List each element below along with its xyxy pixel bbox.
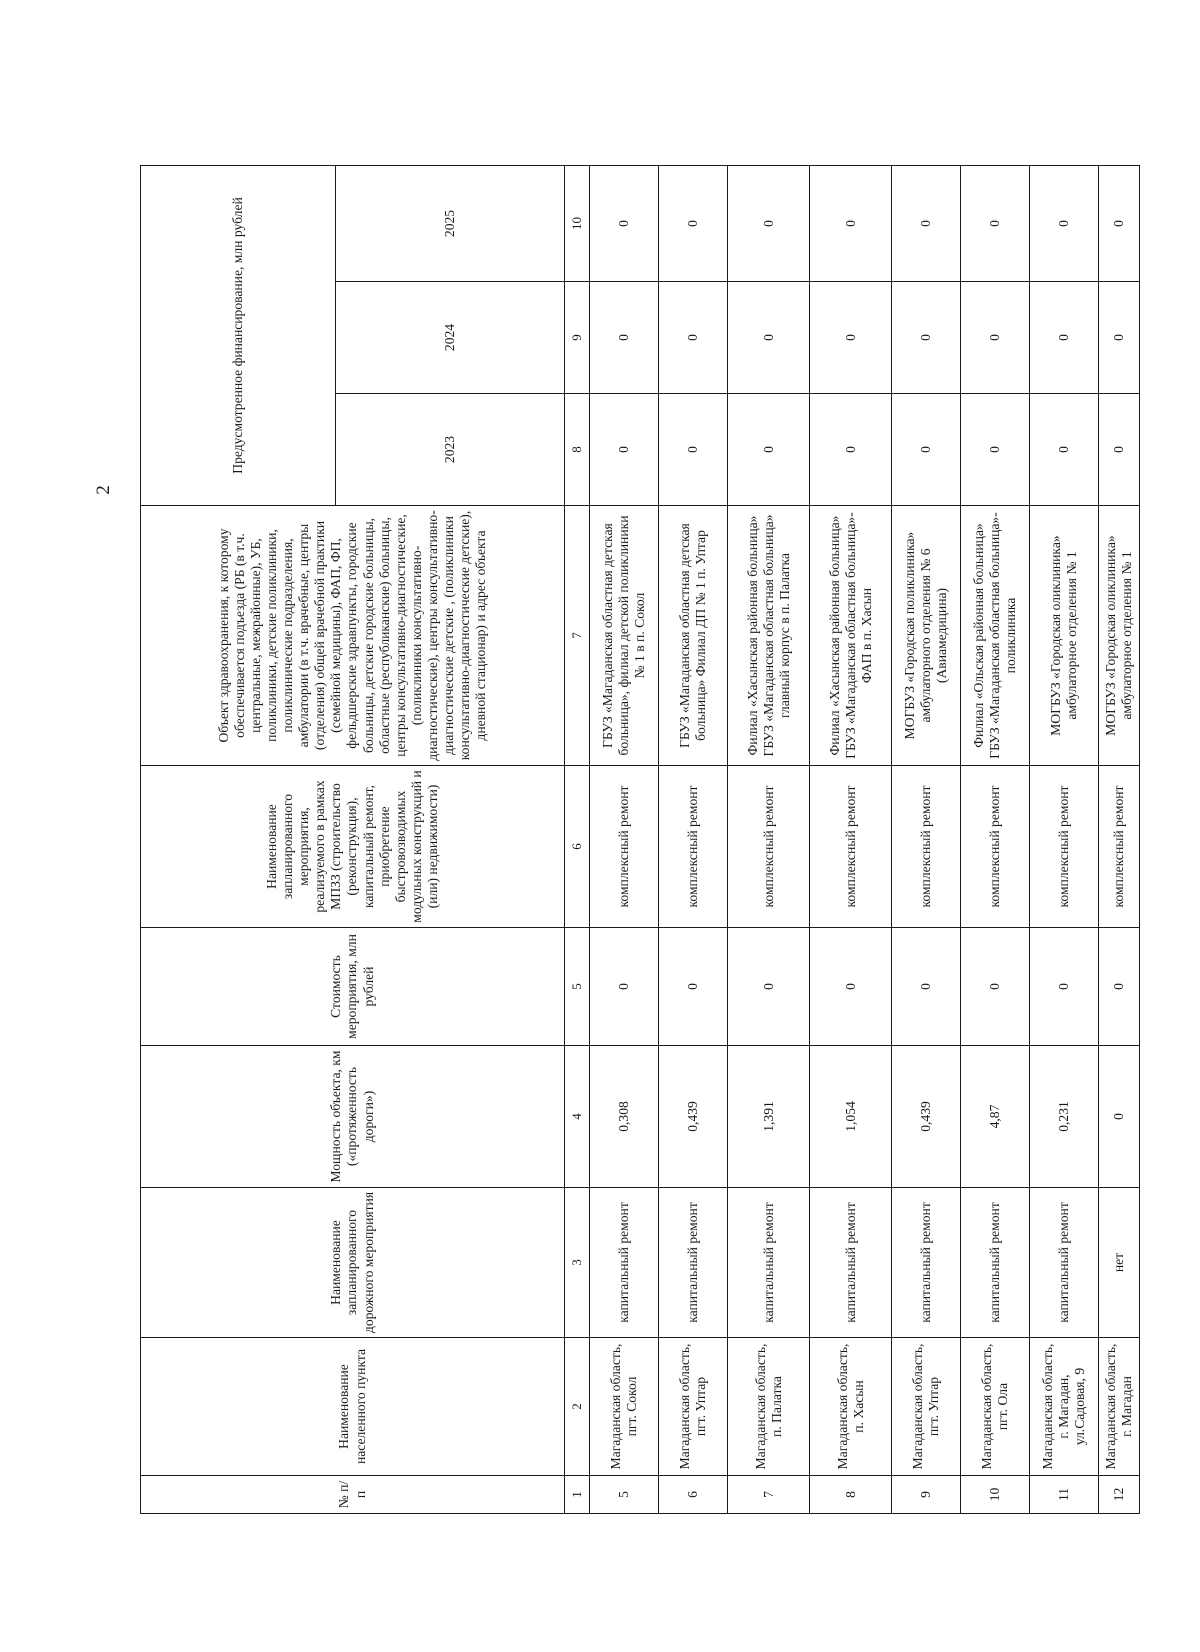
funding-2024-cell: 0 [892, 282, 961, 394]
settlement-cell: Магаданская область, пгт. Уптар [892, 1338, 961, 1476]
road-event-cell: капитальный ремонт [810, 1188, 892, 1338]
column-number: 4 [565, 1046, 590, 1188]
facility-cell: МОГБУЗ «Городская поликлиника» амбулаторного отделения № 6 (Авиамедицина) [892, 506, 961, 766]
cost-cell: 0 [1099, 928, 1140, 1046]
funding-2024-cell: 0 [1030, 282, 1099, 394]
column-number: 5 [565, 928, 590, 1046]
road-event-cell: капитальный ремонт [1030, 1188, 1099, 1338]
capacity-cell: 0,231 [1030, 1046, 1099, 1188]
funding-2025-cell: 0 [590, 165, 659, 281]
mpzz-event-cell: комплексный ремонт [810, 766, 892, 928]
mpzz-event-cell: комплексный ремонт [728, 766, 810, 928]
column-number: 8 [565, 394, 590, 506]
capacity-cell: 0,308 [590, 1046, 659, 1188]
page-number: 2 [93, 485, 114, 495]
header-year-2023: 2023 [336, 394, 565, 506]
settlement-cell: Магаданская область, пгт. Сокол [590, 1338, 659, 1476]
header-cost: Стоимость мероприятия, млн рублей [141, 928, 565, 1046]
row-number: 9 [892, 1476, 961, 1514]
funding-2025-cell: 0 [810, 165, 892, 281]
facility-cell: МОГБУЗ «Городская оликлиника» амбулаторное отделения № 1 [1099, 506, 1140, 766]
row-number: 6 [659, 1476, 728, 1514]
facility-cell: Филиал «Ольская районная больница» ГБУЗ «Магаданская областная больница»- поликлиника [961, 506, 1030, 766]
row-number: 5 [590, 1476, 659, 1514]
table-row [728, 165, 810, 1513]
funding-2024-cell: 0 [1099, 282, 1140, 394]
header-facility: Объект здравоохранения, к которому обеспечивается подъезда (РБ (в т.ч. центральные, межрайонные), УБ, поликлиники, детские поликлиники, поликлинические подразделения, амбулатории (в т.ч. врачебные, центры (отделения) общей врачебной практики (семейной медицины), ФАП, ФП, фельдшерские здравпункты, городские больницы, детские городские больницы, областные (республиканские) больницы, центры консультативно-диагностические, (поликлиники консультативно-диагностические), центры консультативно-диагностические детские , (поликлиники консультативно-диагностические детские), дневной стационар) и адрес объекта [141, 506, 565, 766]
column-number: 6 [565, 766, 590, 928]
mpzz-event-cell: комплексный ремонт [961, 766, 1030, 928]
column-number: 3 [565, 1188, 590, 1338]
row-number: 11 [1030, 1476, 1099, 1514]
funding-2023-cell: 0 [1099, 394, 1140, 506]
funding-2024-cell: 0 [810, 282, 892, 394]
funding-2024-cell: 0 [728, 282, 810, 394]
settlement-cell: Магаданская область, п. Хасын [810, 1338, 892, 1476]
column-number: 1 [565, 1476, 590, 1514]
funding-2023-cell: 0 [810, 394, 892, 506]
facility-cell: ГБУЗ «Магаданская областная детская больница» Филиал ДП № 1 п. Уптар [659, 506, 728, 766]
mpzz-event-cell: комплексный ремонт [590, 766, 659, 928]
funding-2025-cell: 0 [659, 165, 728, 281]
column-number: 2 [565, 1338, 590, 1476]
facility-cell: ГБУЗ «Магаданская областная детская больница», филиал детской поликлиники № 1 в п. Сокол [590, 506, 659, 766]
funding-2024-cell: 0 [961, 282, 1030, 394]
cost-cell: 0 [728, 928, 810, 1046]
header-row [141, 165, 336, 1513]
settlement-cell: Магаданская область, пгт. Уптар [659, 1338, 728, 1476]
table-row [892, 165, 961, 1513]
row-number: 8 [810, 1476, 892, 1514]
table-row [810, 165, 892, 1513]
capacity-cell: 0,439 [892, 1046, 961, 1188]
mpzz-event-cell: комплексный ремонт [892, 766, 961, 928]
table-row [1030, 165, 1099, 1513]
funding-2025-cell: 0 [1099, 165, 1140, 281]
header-road-event: Наименование запланированного дорожного мероприятия [141, 1188, 565, 1338]
funding-2023-cell: 0 [892, 394, 961, 506]
table-row [659, 165, 728, 1513]
header-year-2025: 2025 [336, 165, 565, 281]
mpzz-event-cell: комплексный ремонт [1030, 766, 1099, 928]
column-number: 10 [565, 165, 590, 281]
funding-2023-cell: 0 [659, 394, 728, 506]
table-row [590, 165, 659, 1513]
settlement-cell: Магаданская область, пгт. Ола [961, 1338, 1030, 1476]
column-numbers-row [565, 165, 590, 1513]
facility-cell: Филиал «Хасынская районная больница» ГБУЗ «Магаданская областная больница»- ФАП в п. Хасын [810, 506, 892, 766]
cost-cell: 0 [1030, 928, 1099, 1046]
capacity-cell: 0,439 [659, 1046, 728, 1188]
funding-2025-cell: 0 [1030, 165, 1099, 281]
table-row [1099, 165, 1140, 1513]
settlement-cell: Магаданская область, п. Палатка [728, 1338, 810, 1476]
column-number: 7 [565, 506, 590, 766]
settlement-cell: Магаданская область, г. Магадан [1099, 1338, 1140, 1476]
road-event-cell: капитальный ремонт [590, 1188, 659, 1338]
road-event-cell: капитальный ремонт [728, 1188, 810, 1338]
mpzz-event-cell: комплексный ремонт [659, 766, 728, 928]
capacity-cell: 1,054 [810, 1046, 892, 1188]
capacity-cell: 4,87 [961, 1046, 1030, 1188]
row-number: 7 [728, 1476, 810, 1514]
funding-2023-cell: 0 [961, 394, 1030, 506]
facility-cell: МОГБУЗ «Городская оликлиника» амбулаторное отделения № 1 [1030, 506, 1099, 766]
cost-cell: 0 [810, 928, 892, 1046]
row-number: 10 [961, 1476, 1030, 1514]
cost-cell: 0 [961, 928, 1030, 1046]
funding-2023-cell: 0 [728, 394, 810, 506]
table-row [961, 165, 1030, 1513]
cost-cell: 0 [659, 928, 728, 1046]
settlement-cell: Магаданская область, г. Магадан, ул.Садовая, 9 [1030, 1338, 1099, 1476]
road-event-cell: капитальный ремонт [961, 1188, 1030, 1338]
funding-2024-cell: 0 [659, 282, 728, 394]
funding-2024-cell: 0 [590, 282, 659, 394]
road-event-cell: нет [1099, 1188, 1140, 1338]
row-number: 12 [1099, 1476, 1140, 1514]
header-number: № п/п [141, 1476, 565, 1514]
column-number: 9 [565, 282, 590, 394]
header-mpzz-event: Наименование запланированного мероприятия, реализуемого в рамках МПЗЗ (строительство (реконструкция), капитальный ремонт, приобретение быстровозводимых модульных конструкций и (или) недвижимости) [141, 766, 565, 928]
capacity-cell: 0 [1099, 1046, 1140, 1188]
funding-2025-cell: 0 [892, 165, 961, 281]
header-year-2024: 2024 [336, 282, 565, 394]
capacity-cell: 1,391 [728, 1046, 810, 1188]
mpzz-event-cell: комплексный ремонт [1099, 766, 1140, 928]
cost-cell: 0 [590, 928, 659, 1046]
funding-2023-cell: 0 [590, 394, 659, 506]
measures-table [140, 165, 1140, 1514]
funding-2023-cell: 0 [1030, 394, 1099, 506]
road-event-cell: капитальный ремонт [659, 1188, 728, 1338]
header-settlement: Наименование населенного пункта [141, 1338, 565, 1476]
funding-2025-cell: 0 [728, 165, 810, 281]
header-capacity: Мощность объекта, км («протяженность дороги») [141, 1046, 565, 1188]
facility-cell: Филиал «Хасынская районная больница» ГБУЗ «Магаданская областная больница» главный корпус в п. Палатка [728, 506, 810, 766]
funding-2025-cell: 0 [961, 165, 1030, 281]
header-financing: Предусмотренное финансирование, млн рублей [141, 165, 336, 505]
road-event-cell: капитальный ремонт [892, 1188, 961, 1338]
cost-cell: 0 [892, 928, 961, 1046]
